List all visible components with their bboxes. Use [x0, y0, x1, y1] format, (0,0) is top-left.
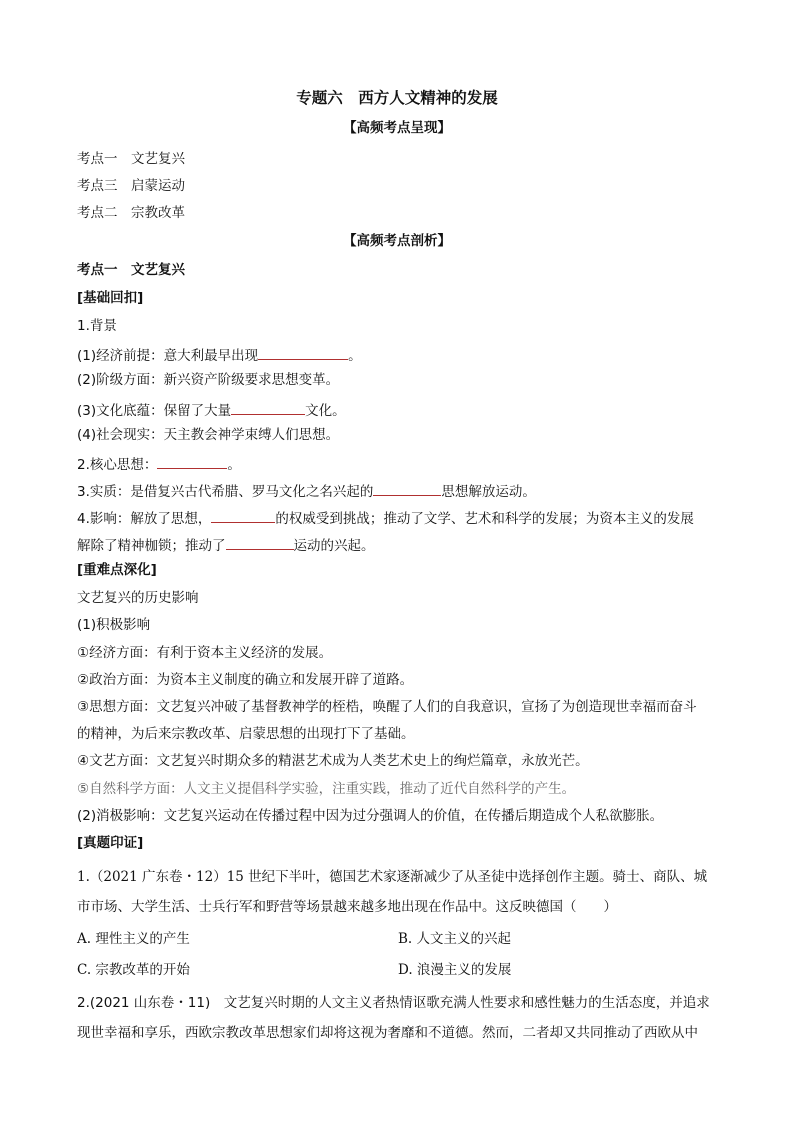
fill-blank[interactable] [231, 399, 305, 415]
impact-line-1: 4.影响：解放了思想， 的权威受到挑战；推动了文学、艺术和科学的发展；为资本主义的发展 [77, 507, 694, 528]
background-item-4: (4)社会现实：天主教会神学束缚人们思想。 [77, 427, 340, 443]
basics-heading: [基础回扣] [77, 290, 144, 306]
question-2-line-1: 2.(2021 山东卷・11) 文艺复兴时期的人文主义者热情讴歌充满人性要求和感性魅力的生活态度，并追求 [77, 995, 710, 1011]
fill-blank[interactable] [226, 534, 294, 550]
background-item-3: (3)文化底蕴：保留了大量 文化。 [77, 399, 346, 420]
question-1-line-1: 1.（2021 广东卷・12）15 世纪下半叶，德国艺术家逐渐减少了从圣徒中选择创作主题。骑士、商队、城 [77, 869, 708, 885]
background-heading: 1.背景 [77, 318, 117, 334]
history-impact-heading: 文艺复兴的历史影响 [77, 590, 199, 606]
impact-line-2: 解除了精神枷锁；推动了 运动的兴起。 [77, 534, 375, 555]
page-title: 专题六 西方人文精神的发展 [296, 89, 498, 107]
fill-blank[interactable] [211, 507, 275, 523]
section-heading-present: 【高频考点呈现】 [343, 120, 451, 136]
overview-item: 考点一 文艺复兴 [77, 151, 185, 167]
positive-impact-item: ①经济方面：有利于资本主义经济的发展。 [77, 645, 333, 661]
core-idea: 2.核心思想： 。 [77, 453, 241, 474]
background-item-1: (1)经济前提：意大利最早出现 。 [77, 344, 362, 365]
kp1-heading: 考点一 文艺复兴 [77, 262, 185, 278]
question-2-line-2: 现世幸福和享乐，西欧宗教改革思想家们却将这视为奢靡和不道德。然而，二者却又共同推动了西欧从中 [77, 1025, 698, 1041]
positive-impact-item: ③思想方面：文艺复兴冲破了基督教神学的桎梏，唤醒了人们的自我意识，宣扬了为创造现世幸福而奋斗 [77, 699, 697, 715]
positive-impact-item: ②政治方面：为资本主义制度的确立和发展开辟了道路。 [77, 672, 414, 688]
positive-impact-heading: (1)积极影响 [77, 617, 151, 633]
section-heading-analysis: 【高频考点剖析】 [343, 233, 451, 249]
positive-impact-item: ④文艺方面：文艺复兴时期众多的精湛艺术成为人类艺术史上的绚烂篇章，永放光芒。 [77, 753, 589, 769]
overview-item: 考点三 启蒙运动 [77, 178, 185, 194]
exam-heading: [真题印证] [77, 835, 144, 851]
option-c[interactable]: C. 宗教改革的开始 [77, 962, 190, 978]
essence: 3.实质：是借复兴古代希腊、罗马文化之名兴起的 思想解放运动。 [77, 480, 536, 501]
deepen-heading: [重难点深化] [77, 562, 157, 578]
negative-impact: (2)消极影响：文艺复兴运动在传播过程中因为过分强调人的价值，在传播后期造成个人私欲膨胀。 [77, 808, 664, 824]
background-item-2: (2)阶级方面：新兴资产阶级要求思想变革。 [77, 372, 340, 388]
positive-impact-item: ⑤自然科学方面：人文主义提倡科学实验，注重实践，推动了近代自然科学的产生。 [77, 781, 576, 797]
positive-impact-item-cont: 的精神，为后来宗教改革、启蒙思想的出现打下了基础。 [77, 726, 415, 742]
option-a[interactable]: A. 理性主义的产生 [77, 931, 190, 947]
fill-blank[interactable] [157, 453, 227, 469]
option-b[interactable]: B. 人文主义的兴起 [398, 931, 512, 947]
overview-item: 考点二 宗教改革 [77, 205, 185, 221]
option-d[interactable]: D. 浪漫主义的发展 [398, 962, 512, 978]
question-1-line-2: 市市场、大学生活、士兵行军和野营等场景越来越多地出现在作品中。这反映德国（ ） [77, 899, 617, 915]
fill-blank[interactable] [258, 344, 348, 360]
fill-blank[interactable] [373, 480, 441, 496]
